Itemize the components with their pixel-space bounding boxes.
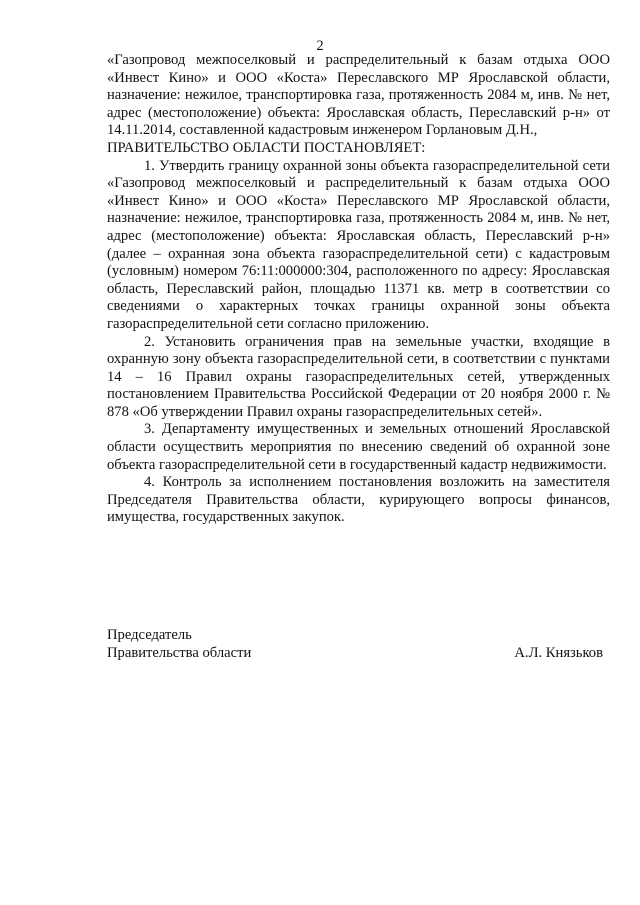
- signature-row: [107, 645, 610, 663]
- signatory-title-line2: Правительства области: [107, 644, 252, 661]
- decree-heading: ПРАВИТЕЛЬСТВО ОБЛАСТИ ПОСТАНОВЛЯЕТ:: [107, 139, 426, 156]
- decree-item-2: 2. Установить ограничения прав на земельные участки, входящие в охранную зону объекта газораспределительной сети, в соответствии с пунктами 14 – 16 Правил охраны газораспределительных сетей, утвержденных постановлением Правительства Российской Федерации от 20 ноября 2000 г. № 878 «Об утверждении Правил охраны газораспределительных сетей».: [107, 333, 610, 420]
- signatory-name: А.Л. Князьков: [514, 644, 603, 661]
- intro-paragraph: «Газопровод межпоселковый и распределительный к базам отдыха ООО «Инвест Кино» и ООО «Коста» Переславского МР Ярославской области, назначение: нежилое, транспортировка газа, протяженность 2084 м, инв. № нет, адрес (местоположение) объекта: Ярославская область, Переславский р-н» от 14.11.2014, составленной кадастровым инженером Горлановым Д.Н.,: [107, 52, 610, 139]
- signature-block: [107, 627, 610, 662]
- decree-item-1: 1. Утвердить границу охранной зоны объекта газораспределительной сети «Газопровод межпоселковый и распределительный к базам отдыха ООО «Инвест Кино» и ООО «Коста» Переславского МР Ярославской области, назначение: нежилое, транспортировка газа, протяженность 2084 м, инв. № нет, адрес (местоположение) объекта: Ярославская область, Переславский р-н» (далее – охранная зона объекта газораспределительной сети) с кадастровым (условным) номером 76:11:000000:304, расположенного по адресу: Ярославская область, Переславский район, площадью 11371 кв. метр в соответствии со сведениями о характерных точках границы охранной зоны объекта газораспределительной сети согласно приложению.: [107, 157, 610, 332]
- page-number: 2: [316, 38, 324, 54]
- signatory-title-line1: Председатель: [107, 627, 192, 643]
- decree-item-4: 4. Контроль за исполнением постановления возложить на заместителя Председателя Правительства области, курирующего вопросы финансов, имущества, государственных закупок.: [107, 474, 610, 526]
- document-body: [107, 52, 610, 527]
- decree-item-3: 3. Департаменту имущественных и земельных отношений Ярославской области осуществить мероприятия по внесению сведений об охранной зоне объекта газораспределительной сети в государственный кадастр недвижимости.: [107, 421, 610, 473]
